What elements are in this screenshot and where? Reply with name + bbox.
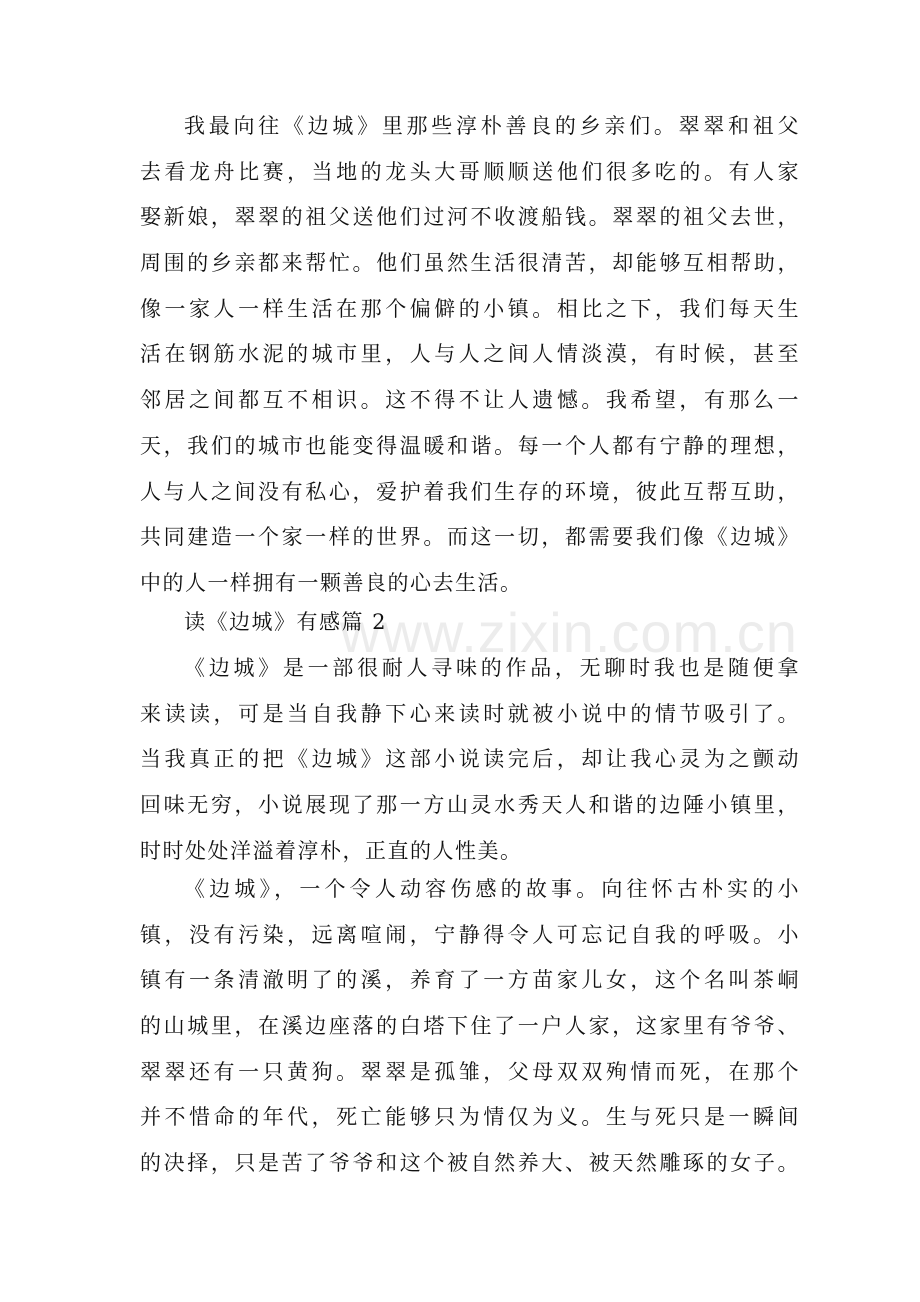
paragraph-line: 共同建造一个家一样的世界。而这一切，都需要我们像《边城》	[140, 525, 800, 550]
paragraph-3	[140, 867, 800, 1187]
paragraph-line: 当我真正的把《边城》这部小说读完后，却让我心灵为之颤动	[140, 747, 800, 772]
paragraph-line: 活在钢筋水泥的城市里，人与人之间人情淡漠，有时候，甚至	[140, 342, 800, 367]
paragraph-line: 我最向往《边城》里那些淳朴善良的乡亲们。翠翠和祖父	[184, 114, 800, 138]
paragraph-line: 的山城里，在溪边座落的白塔下住了一户人家，这家里有爷爷、	[140, 1014, 800, 1039]
paragraph-line: 《边城》是一部很耐人寻味的作品，无聊时我也是随便拿	[184, 656, 800, 680]
paragraph-line: 镇，没有污染，远离喧闹，宁静得令人可忘记自我的呼吸。小	[140, 922, 800, 947]
paragraph-line: 的决择，只是苦了爷爷和这个被自然养大、被天然雕琢的女子。	[140, 1151, 800, 1176]
paragraph-line: 像一家人一样生活在那个偏僻的小镇。相比之下，我们每天生	[140, 296, 800, 321]
paragraph-line: 娶新娘，翠翠的祖父送他们过河不收渡船钱。翠翠的祖父去世，	[140, 205, 800, 230]
section-heading: 读《边城》有感篇 2	[184, 610, 388, 634]
paragraph-line: 时时处处洋溢着淳朴，正直的人性美。	[140, 838, 523, 863]
paragraph-line: 邻居之间都互不相识。这不得不让人遗憾。我希望，有那么一	[140, 388, 800, 413]
paragraph-line: 并不惜命的年代，死亡能够只为情仅为义。生与死只是一瞬间	[140, 1105, 800, 1130]
paragraph-line: 去看龙舟比赛，当地的龙头大哥顺顺送他们很多吃的。有人家	[140, 159, 800, 184]
paragraph-line: 人与人之间没有私心，爱护着我们生存的环境，彼此互帮互助，	[140, 479, 800, 504]
paragraph-1	[140, 104, 800, 607]
paragraph-line: 天，我们的城市也能变得温暖和谐。每一个人都有宁静的理想，	[140, 433, 800, 458]
paragraph-line: 来读读，可是当自我静下心来读时就被小说中的情节吸引了。	[140, 701, 800, 726]
paragraph-2	[140, 646, 800, 874]
paragraph-line: 镇有一条清澈明了的溪，养育了一方苗家儿女，这个名叫茶峒	[140, 968, 800, 993]
paragraph-line: 中的人一样拥有一颗善良的心去生活。	[140, 570, 523, 595]
paragraph-line: 翠翠还有一只黄狗。翠翠是孤雏，父母双双殉情而死，在那个	[140, 1059, 800, 1084]
paragraph-line: 周围的乡亲都来帮忙。他们虽然生活很清苦，却能够互相帮助，	[140, 251, 800, 276]
paragraph-line: 《边城》，一个令人动容伤感的故事。向往怀古朴实的小	[184, 877, 800, 901]
watermark-text: www.zixin.com.cn	[340, 601, 798, 664]
paragraph-line: 回味无穷，小说展现了那一方山灵水秀天人和谐的边陲小镇里，	[140, 793, 800, 818]
